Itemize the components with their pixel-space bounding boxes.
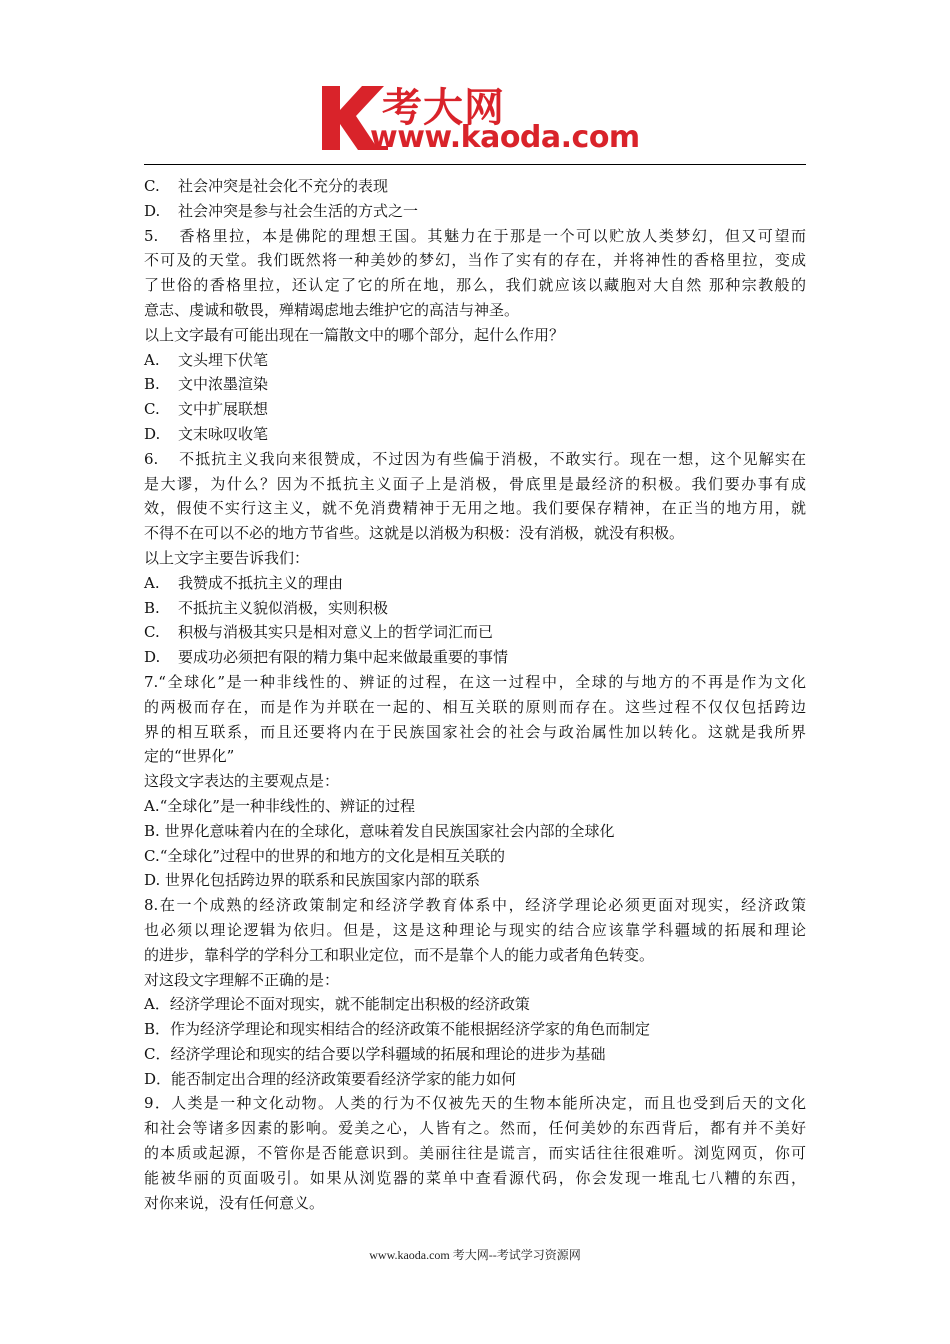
text-line	[144, 323, 806, 348]
text-line	[144, 868, 806, 893]
text-line	[144, 199, 806, 224]
line-text: 不可及的天堂。我们既然将一种美妙的梦幻，当作了实有的存在，并将神性的香格里拉，变成	[144, 251, 806, 270]
text-line	[144, 645, 806, 670]
text-line	[144, 1017, 806, 1042]
text-line	[144, 397, 806, 422]
line-text: 要成功必须把有限的精力集中起来做最重要的事情	[178, 648, 509, 667]
line-label: C.	[144, 400, 160, 419]
line-text: 8.在一个成熟的经济政策制定和经济学教育体系中，经济学理论必须更面对现实，经济政策	[144, 896, 806, 915]
text-line	[144, 720, 806, 745]
text-line	[144, 447, 806, 472]
line-text: 文头埋下伏笔	[178, 350, 269, 369]
text-line	[144, 1042, 806, 1067]
text-line	[144, 819, 806, 844]
text-line	[144, 298, 806, 323]
page-footer: www.kaoda.com 考大网--考试学习资源网	[369, 1248, 581, 1262]
line-text: 文中扩展联想	[178, 400, 269, 419]
text-line	[144, 596, 806, 621]
line-text: 不得不在可以不必的地方节省些。这就是以消极为积极：没有消极，就没有积极。	[144, 524, 685, 543]
line-label: D.	[144, 424, 161, 443]
text-line	[144, 744, 806, 769]
line-text: 我赞成不抵抗主义的理由	[178, 573, 344, 592]
line-text: 社会冲突是参与社会生活的方式之一	[178, 201, 419, 220]
line-text: 文中浓墨渲染	[178, 375, 269, 394]
line-text: 的两极而存在，而是作为并联在一起的、相互关联的原则而存在。这些过程不仅仅包括跨边	[144, 697, 806, 716]
line-text: 的本质或起源，不管你是否能意识到。美丽往往是谎言，而实话往往很难听。浏览网页，你可	[144, 1144, 806, 1163]
logo-chinese-name: 考大网	[382, 85, 505, 131]
line-text: 这段文字表达的主要观点是：	[144, 772, 340, 791]
line-text: 和社会等诸多因素的影响。爱美之心，人皆有之。然而，任何美妙的东西背后，都有并不美好	[144, 1119, 806, 1138]
line-label: 6.	[144, 449, 159, 468]
line-text: D．能否制定出合理的经济政策要看经济学家的能力如何	[144, 1069, 517, 1088]
line-text: 是大谬，为什么？因为不抵抗主义面子上是消极，骨底里是最经济的积极。我们要办事有成	[144, 474, 806, 493]
text-line	[144, 670, 806, 695]
line-label: B.	[144, 375, 160, 394]
kaoda-logo[interactable]	[318, 80, 638, 156]
text-line	[144, 1091, 806, 1116]
line-text: 界的相互联系，而且还要将内在于民族国家社会的社会与政治属性加以转化。这就是我所界	[144, 722, 806, 741]
text-line	[144, 968, 806, 993]
text-line	[144, 248, 806, 273]
text-line	[144, 1067, 806, 1092]
text-line	[144, 224, 806, 249]
line-text: D. 世界化包括跨边界的联系和民族国家内部的联系	[144, 871, 481, 890]
line-text: 9．人类是一种文化动物。人类的行为不仅被先天的生物本能所决定，而且也受到后天的文化	[144, 1094, 806, 1113]
line-text: 能被华丽的页面吸引。如果从浏览器的菜单中查看源代码，你会发现一堆乱七八糟的东西，	[144, 1168, 806, 1187]
text-line	[144, 174, 806, 199]
line-text: C．经济学理论和现实的结合要以学科疆域的拓展和理论的进步为基础	[144, 1044, 606, 1063]
text-line	[144, 546, 806, 571]
line-text: 以上文字最有可能出现在一篇散文中的哪个部分，起什么作用？	[144, 325, 565, 344]
line-label: 5.	[144, 226, 159, 245]
line-text: 了世俗的香格里拉，还认定了它的所在地，那么，我们就应该以藏胞对大自然 那种宗教般的	[144, 276, 806, 295]
text-line	[144, 273, 806, 298]
text-line	[144, 422, 806, 447]
line-label: C.	[144, 177, 160, 195]
text-line	[144, 695, 806, 720]
line-text: B. 世界化意味着内在的全球化，意味着发自民族国家社会内部的全球化	[144, 821, 615, 840]
line-text: 积极与消极其实只是相对意义上的哲学词汇而已	[178, 623, 494, 642]
text-line	[144, 521, 806, 546]
line-label: B.	[144, 598, 160, 617]
line-text: 7.“全球化”是一种非线性的、辨证的过程，在这一过程中，全球的与地方的不再是作为文化	[144, 672, 806, 691]
text-line	[144, 1191, 806, 1216]
line-text: 以上文字主要告诉我们：	[144, 548, 310, 567]
text-line	[144, 620, 806, 645]
text-line	[144, 769, 806, 794]
text-line	[144, 893, 806, 918]
line-label: A.	[144, 350, 160, 369]
line-label: D.	[144, 648, 161, 667]
header-divider	[144, 164, 806, 165]
text-line	[144, 496, 806, 521]
text-line	[144, 794, 806, 819]
line-text: 的进步，靠科学的学科分工和职业定位，而不是靠个人的能力或者角色转变。	[144, 945, 655, 964]
line-text: 对你来说，没有任何意义。	[144, 1193, 325, 1212]
line-text: B．作为经济学理论和现实相结合的经济政策不能根据经济学家的角色而制定	[144, 1020, 651, 1039]
line-label: D.	[144, 201, 161, 220]
line-text: 社会冲突是社会化不充分的表现	[178, 177, 389, 195]
document-body	[144, 174, 806, 1215]
line-text: C.“全球化”过程中的世界的和地方的文化是相互关联的	[144, 846, 506, 865]
text-line	[144, 1141, 806, 1166]
line-text: 不抵抗主义我向来很赞成，不过因为有些偏于消极，不敢实行。现在一想，这个见解实在	[178, 449, 806, 468]
text-line	[144, 1116, 806, 1141]
logo-url-text: www.kaoda.com	[370, 120, 640, 155]
text-line	[144, 571, 806, 596]
line-text: 定的“世界化”	[144, 747, 235, 766]
text-line	[144, 372, 806, 397]
line-label: C.	[144, 623, 160, 642]
text-line	[144, 992, 806, 1017]
line-text: 也必须以理论逻辑为依归。但是，这是这种理论与现实的结合应该靠学科疆域的拓展和理论	[144, 920, 806, 939]
line-text: 不抵抗主义貌似消极，实则积极	[178, 598, 389, 617]
text-line	[144, 918, 806, 943]
text-line	[144, 943, 806, 968]
line-text: 意志、虔诚和敬畏，殚精竭虑地去维护它的高洁与神圣。	[144, 300, 520, 319]
text-line	[144, 844, 806, 869]
text-line	[144, 472, 806, 497]
line-text: A.“全球化”是一种非线性的、辨证的过程	[144, 796, 415, 815]
line-label: A.	[144, 573, 160, 592]
line-text: 效，假使不实行这主义，就不免消费精神于无用之地。我们要保存精神，在正当的地方用，就	[144, 499, 806, 518]
text-line	[144, 348, 806, 373]
text-line	[144, 1166, 806, 1191]
line-text: 文末咏叹收笔	[178, 424, 269, 443]
line-text: A．经济学理论不面对现实，就不能制定出积极的经济政策	[144, 995, 530, 1014]
line-text: 香格里拉，本是佛陀的理想王国。其魅力在于那是一个可以贮放人类梦幻，但又可望而	[178, 226, 806, 245]
line-text: 对这段文字理解不正确的是：	[144, 970, 340, 989]
